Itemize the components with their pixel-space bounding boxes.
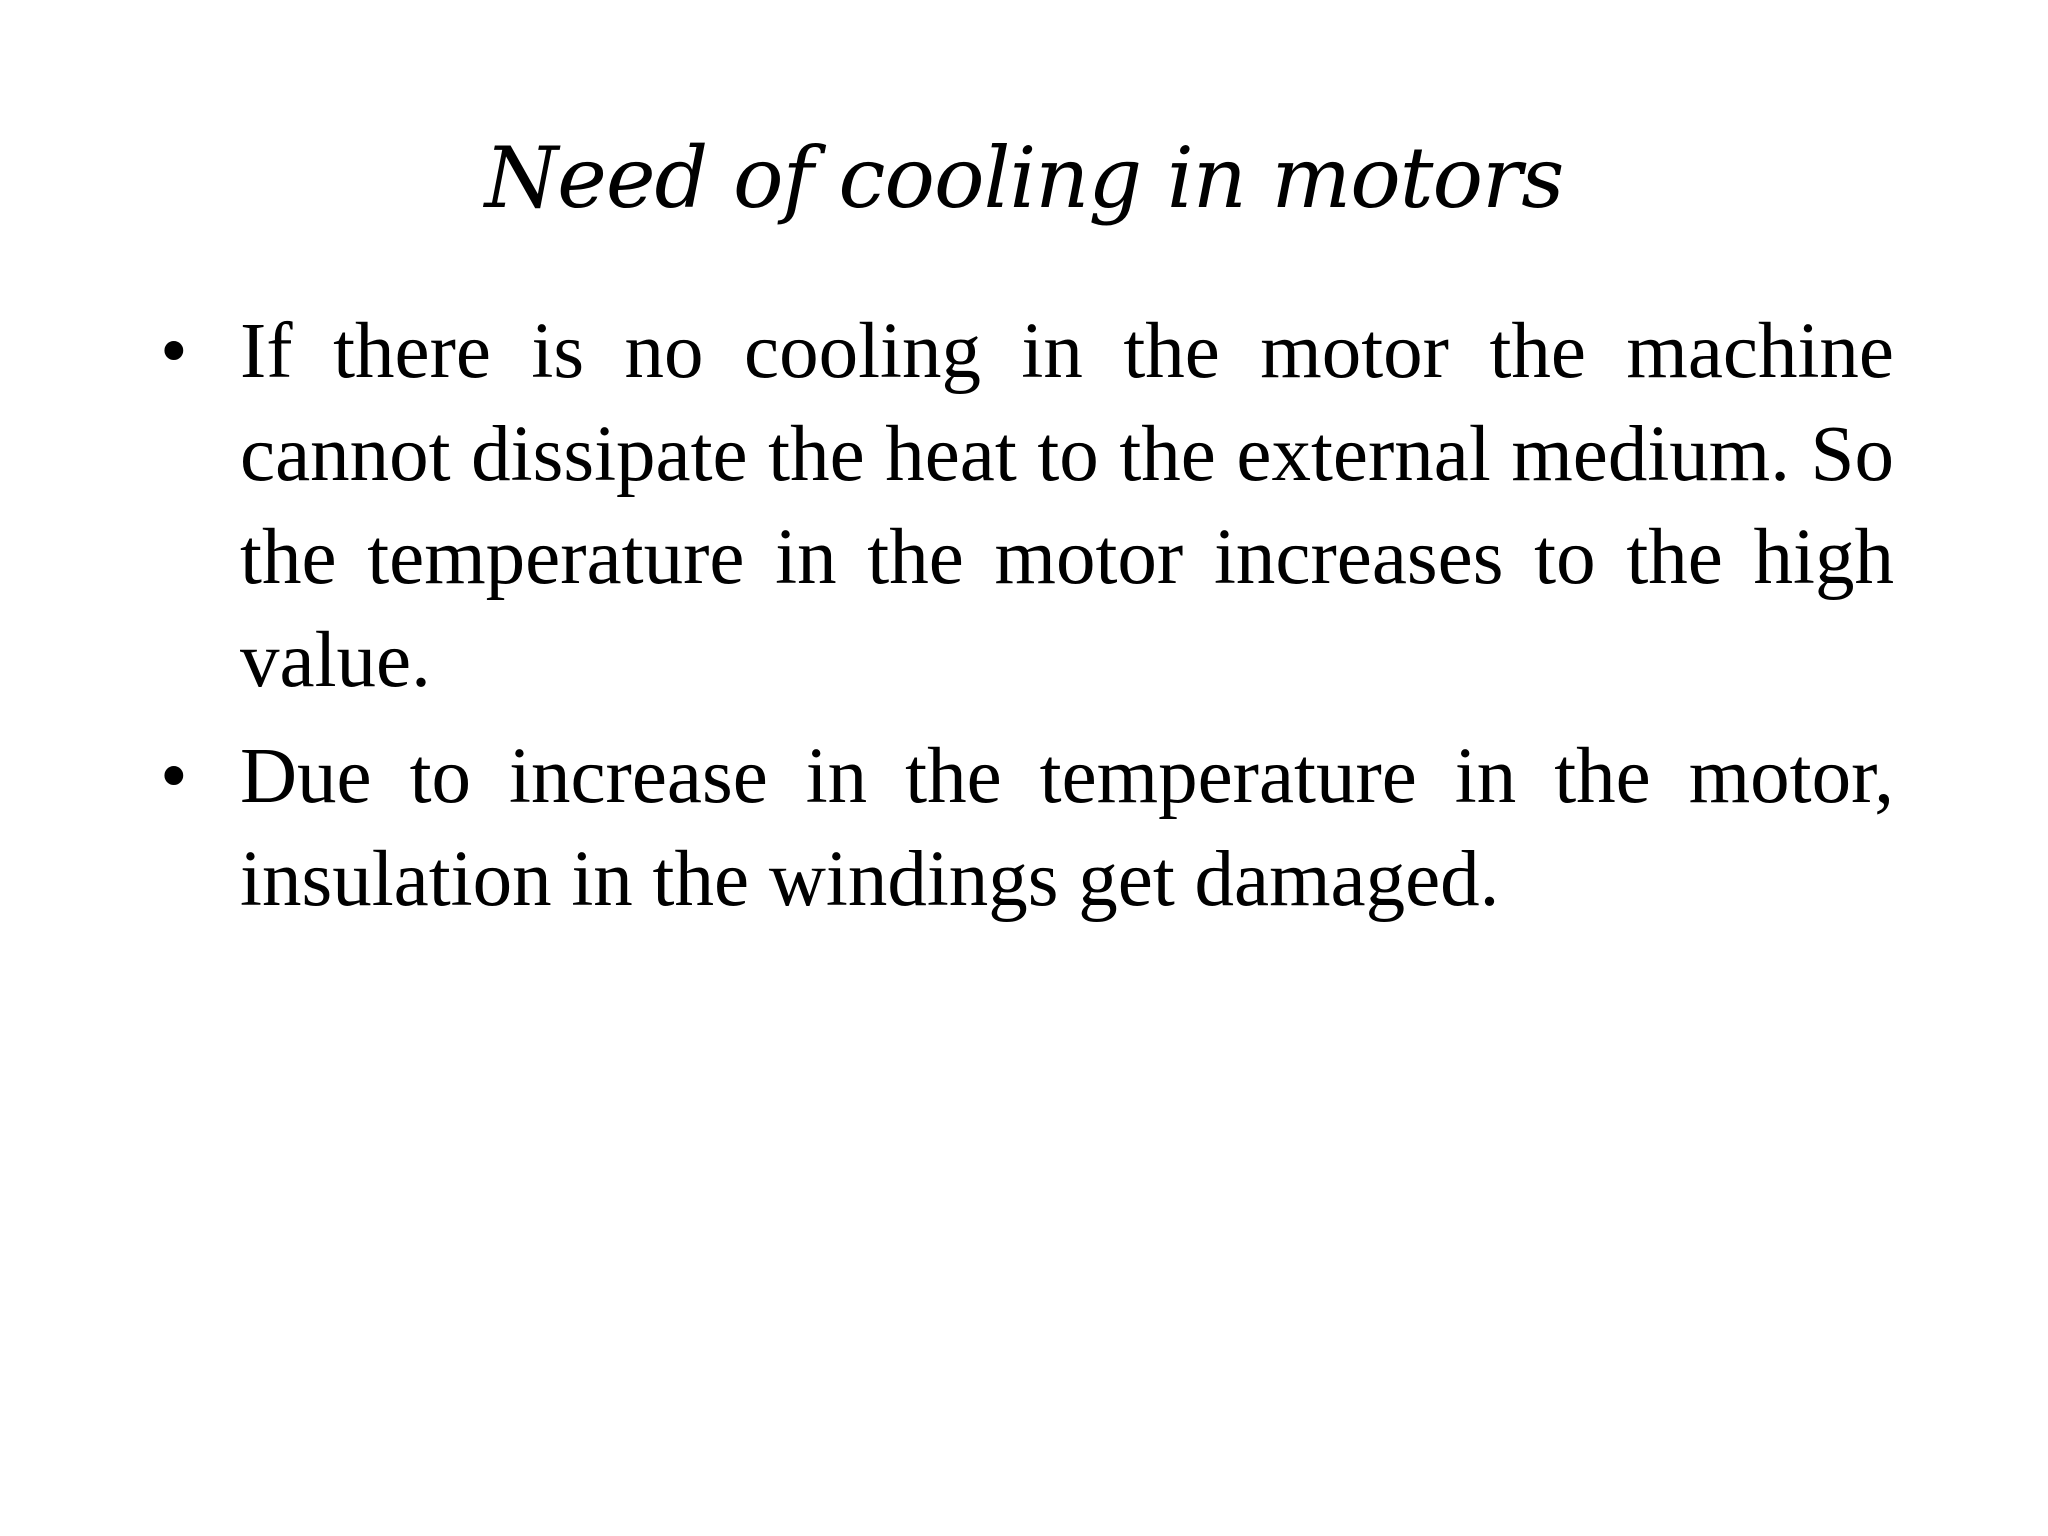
- bullet-list: [150, 300, 1894, 944]
- bullet-marker-icon: •: [160, 733, 188, 820]
- bullet-text: If there is no cooling in the motor the machine cannot dissipate the heat to the external medium. So the temperature in the motor increases to the high value.: [240, 308, 1894, 704]
- bullet-item: [150, 300, 1894, 712]
- bullet-item: [150, 725, 1894, 931]
- bullet-text: Due to increase in the temperature in the motor, insulation in the windings get damaged.: [240, 733, 1894, 923]
- bullet-marker-icon: •: [160, 308, 188, 395]
- slide-title: Need of cooling in motors: [484, 129, 1564, 227]
